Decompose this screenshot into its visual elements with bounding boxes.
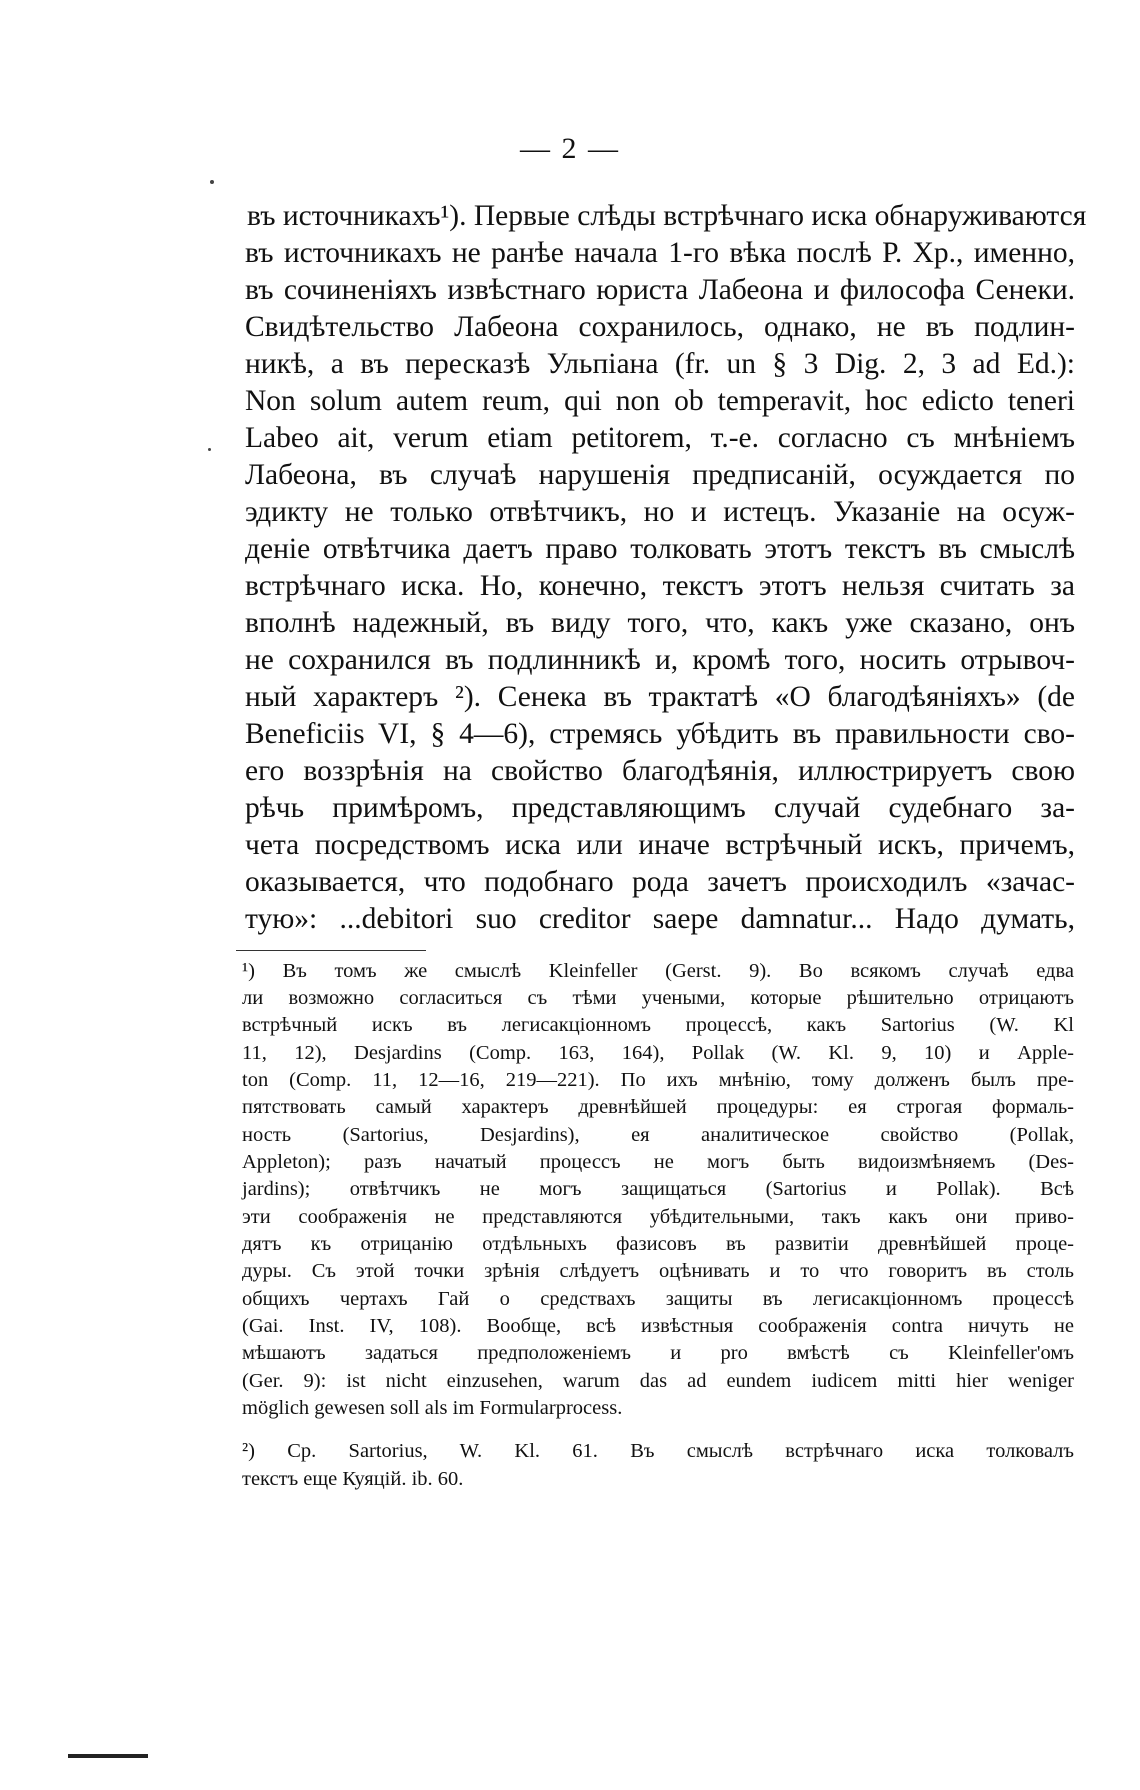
scan-speck xyxy=(210,180,214,184)
body-line: Лабеона, въ случаѣ нарушенія предписаній, осуждается по xyxy=(245,459,1075,491)
body-line: рѣчь примѣромъ, представляющимъ случай судебнаго за- xyxy=(245,792,1075,824)
footnote-line: Appleton); разъ начатый процессъ не могъ быть видоизмѣняемъ (Des- xyxy=(242,1151,1074,1173)
footnote-line: ¹) Въ томъ же смыслѣ Kleinfeller (Gerst. 9). Во всякомъ случаѣ едва xyxy=(242,960,1074,982)
footnote-line: jardins); отвѣтчикъ не могъ защищаться (Sartorius и Pollak). Всѣ xyxy=(242,1178,1074,1200)
footnote-separator xyxy=(236,950,426,951)
footnote-line: дуры. Съ этой точки зрѣнія слѣдуетъ оцѣнивать и то что говоритъ въ столь xyxy=(242,1260,1074,1282)
page-number: — 2 — xyxy=(520,132,620,165)
body-line: не сохранился въ подлинникѣ и, кромѣ того, носить отрывоч- xyxy=(245,644,1075,676)
footnote-line: мѣшаютъ задаться предположеніемъ и pro вмѣстѣ съ Kleinfeller'омъ xyxy=(242,1342,1074,1364)
body-line: оказывается, что подобнаго рода зачетъ происходилъ «зачас- xyxy=(245,866,1075,898)
footnote-line: ли возможно согласиться съ тѣми учеными, которые рѣшительно отрицаютъ xyxy=(242,987,1074,1009)
body-line: деніе отвѣтчика даетъ право толковать этотъ текстъ въ смыслѣ xyxy=(245,533,1075,565)
footnote-line: ²) Ср. Sartorius, W. Kl. 61. Въ смыслѣ встрѣчнаго иска толковалъ xyxy=(242,1440,1074,1462)
footnote-line: (Gai. Inst. IV, 108). Вообще, всѣ извѣстныя соображенія contra ничуть не xyxy=(242,1315,1074,1337)
footnote-line: пятствовать самый характеръ древнѣйшей процедуры: ея строгая формаль- xyxy=(242,1096,1074,1118)
footnote-line: 11, 12), Desjardins (Comp. 163, 164), Pollak (W. Kl. 9, 10) и Apple- xyxy=(242,1042,1074,1064)
scan-edge-mark xyxy=(68,1754,148,1758)
body-line: встрѣчнаго иска. Но, конечно, текстъ этотъ нельзя считать за xyxy=(245,570,1075,602)
footnote-line: общихъ чертахъ Гай о средствахъ защиты въ легисакціонномъ процессѣ xyxy=(242,1288,1074,1310)
footnote-line: эти соображенія не представляются убѣдительными, такъ какъ они приво- xyxy=(242,1206,1074,1228)
scan-speck xyxy=(208,448,211,451)
body-line: въ сочиненіяхъ извѣстнаго юриста Лабеона и философа Сенеки. xyxy=(245,274,1075,306)
body-line: Labeo ait, verum etiam petitorem, т.-е. согласно съ мнѣніемъ xyxy=(245,422,1075,454)
body-line: въ источникахъ не ранѣе начала 1-го вѣка послѣ Р. Хр., именно, xyxy=(245,237,1075,269)
body-line: чета посредствомъ иска или иначе встрѣчный искъ, причемъ, xyxy=(245,829,1075,861)
footnote-line: встрѣчный искъ въ легисакціонномъ процессѣ, какъ Sartorius (W. Kl xyxy=(242,1014,1074,1036)
body-line: эдикту не только отвѣтчикъ, но и истецъ. Указаніе на осуж- xyxy=(245,496,1075,528)
body-line: Non solum autem reum, qui non ob temperavit, hoc edicto teneri xyxy=(245,385,1075,417)
footnote-line: текстъ еще Куяцій. ib. 60. xyxy=(242,1468,464,1490)
footnote-line: дятъ къ отрицанію отдѣльныхъ фазисовъ въ развитіи древнѣйшей проце- xyxy=(242,1233,1074,1255)
footnote-line: ность (Sartorius, Desjardins), ея аналитическое свойство (Pollak, xyxy=(242,1124,1074,1146)
body-line: тую»: ...debitori suo creditor saepe damnatur... Надо думать, xyxy=(245,903,1075,935)
footnote-line: (Ger. 9): ist nicht einzusehen, warum das ad eundem iudicem mitti hier weniger xyxy=(242,1370,1074,1392)
body-line: вполнѣ надежный, въ виду того, что, какъ уже сказано, онъ xyxy=(245,607,1075,639)
body-line: Свидѣтельство Лабеона сохранилось, однако, не въ подлин- xyxy=(245,311,1075,343)
footnote-line: möglich gewesen soll als im Formularprocess. xyxy=(242,1397,623,1419)
body-line: Beneficiis VI, § 4—6), стремясь убѣдить въ правильности сво- xyxy=(245,718,1075,750)
body-line: въ источникахъ¹). Первые слѣды встрѣчнаго иска обнаруживаются xyxy=(247,200,1087,232)
body-line: ный характеръ ²). Сенека въ трактатѣ «О благодѣяніяхъ» (de xyxy=(245,681,1075,713)
body-line: его воззрѣнія на свойство благодѣянія, иллюстрируетъ свою xyxy=(245,755,1075,787)
footnote-line: ton (Comp. 11, 12—16, 219—221). По ихъ мнѣнію, тому долженъ былъ пре- xyxy=(242,1069,1074,1091)
body-line: никѣ, а въ пересказѣ Ульпіана (fr. un § 3 Dig. 2, 3 ad Ed.): xyxy=(245,348,1075,380)
